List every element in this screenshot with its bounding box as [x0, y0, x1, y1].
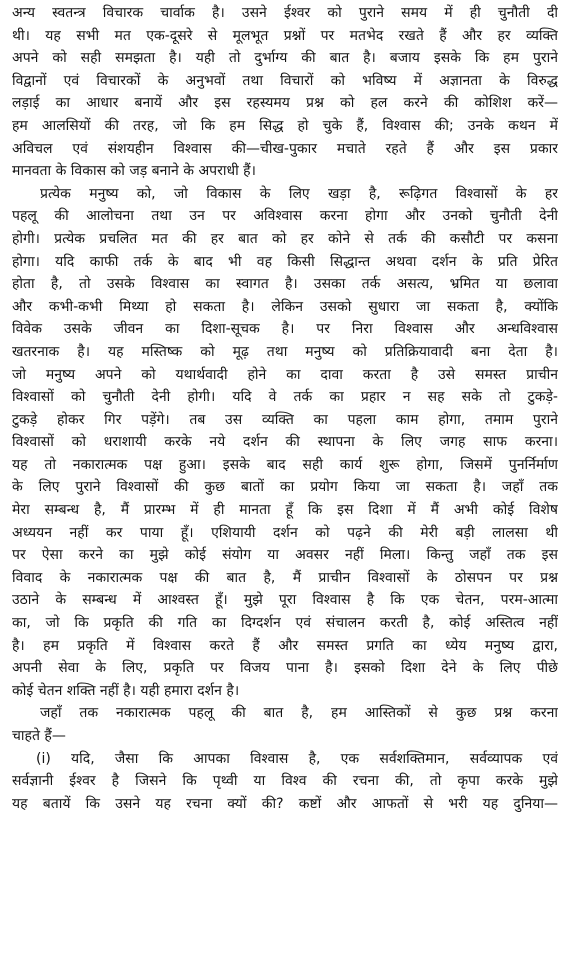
text-line: विश्वासों को चुनौती देनी होगी। यदि वे तर्क का प्रहार न सह सके तो टुकड़े- [12, 389, 558, 406]
text-line: होगा। यदि काफी तर्क के बाद भी वह किसी सिद्धान्त अथवा दर्शन के प्रति प्रेरित [12, 253, 558, 270]
text-line: मानवता के विकास को जड़ बनाने के अपराधी हैं। [12, 163, 256, 180]
page-text [12, 2, 558, 815]
text-line: विश्वासों को धराशायी करके नये दर्शन की स्थापना के लिए जगह साफ करना। [12, 434, 558, 451]
text-line: विवेक उसके जीवन का दिशा-सूचक है। पर निरा विश्वास और अन्धविश्वास [12, 321, 558, 338]
text-line: का, जो कि प्रकृति की गति का दिग्दर्शन एवं संचालन करती है, कोई अस्तित्व नहीं [12, 615, 558, 632]
text-line: अन्य स्वतन्त्र विचारक चार्वाक है। उसने ईश्वर को पुराने समय में ही चुनौती दी [12, 5, 558, 21]
text-line: पहलू की आलोचना तथा उन पर अविश्वास करना होगा और उनको चुनौती देनी [12, 208, 558, 225]
text-line: के लिए पुराने विश्वासों की कुछ बातों का प्रयोग किया जा सकता है। जहाँ तक [12, 479, 558, 496]
text-line: कोई चेतन शक्ति नहीं है। यही हमारा दर्शन है। [12, 682, 240, 699]
text-line: मेरा सम्बन्ध है, मैं प्रारम्भ में ही मानता हूँ कि इस दिशा में मैं अभी कोई विशेष [12, 502, 558, 519]
text-line: विद्वानों एवं विचारकों के अनुभवों तथा विचारों को भविष्य में अज्ञानता के विरुद्ध [12, 72, 558, 89]
text-line: थी। यह सभी मत एक-दूसरे से मूलभूत प्रश्नों पर मतभेद रखते हैं और हर व्यक्ति [12, 27, 558, 44]
text-line: जहाँ तक नकारात्मक पहलू की बात है, हम आस्तिकों से कुछ प्रश्न करना [40, 705, 558, 722]
text-line: सर्वज्ञानी ईश्वर है जिसने कि पृथ्वी या विश्व की रचना की, तो कृपा करके मुझे [12, 773, 558, 790]
text-line: चाहते हैं— [12, 728, 66, 744]
text-line: यह बतायें कि उसने यह रचना क्यों की? कष्टों और आफतों से भरी यह दुनिया— [12, 795, 558, 812]
text-line: विवाद के नकारात्मक पक्ष की बात है, मैं प्राचीन विश्वासों के ठोसपन पर प्रश्न [12, 569, 558, 586]
text-line: हम आलसियों की तरह, जो कि हम सिद्ध हो चुके हैं, विश्वास की; उनके कथन में [12, 117, 558, 134]
text-line: अपनी सेवा के लिए, प्रकृति पर विजय पाना है। इसको दिशा देने के लिए पीछे [12, 660, 558, 677]
text-line: अविचल एवं संशयहीन विश्वास की—चीख-पुकार मचाते रहते हैं और इस प्रकार [12, 140, 558, 157]
text-line: अध्ययन नहीं कर पाया हूँ। एशियायी दर्शन को पढ़ने की मेरी बड़ी लालसा थी [12, 524, 558, 541]
text-line: प्रत्येक मनुष्य को, जो विकास के लिए खड़ा है, रूढ़िगत विश्वासों के हर [40, 185, 558, 202]
text-line: जो मनुष्य अपने को यथार्थवादी होने का दावा करता है उसे समस्त प्राचीन [12, 366, 558, 383]
text-line: अपने को सही समझता है। यही तो दुर्भाग्य की बात है। बजाय इसके कि हम पुराने [12, 50, 558, 67]
text-line: (i) यदि, जैसा कि आपका विश्वास है, एक सर्वशक्तिमान, सर्वव्यापक एवं [36, 750, 558, 767]
text-line: यह तो नकारात्मक पक्ष हुआ। इसके बाद सही कार्य शुरू होगा, जिसमें पुनर्निर्माण [12, 456, 558, 473]
text-line: उठाने के सम्बन्ध में आश्वस्त हूँ। मुझे पूरा विश्वास है कि एक चेतन, परम-आत्मा [12, 592, 558, 609]
text-line: है। हम प्रकृति में विश्वास करते हैं और समस्त प्रगति का ध्येय मनुष्य द्वारा, [12, 637, 558, 654]
text-line: और कभी-कभी मिथ्या हो सकता है। लेकिन उसको सुधारा जा सकता है, क्योंकि [12, 298, 558, 315]
text-line: टुकड़े होकर गिर पड़ेंगे। तब उस व्यक्ति का पहला काम होगा, तमाम पुराने [12, 411, 558, 428]
text-line: लड़ाई का आधार बनायें और इस रहस्यमय प्रश्न को हल करने की कोशिश करें— [12, 95, 558, 112]
text-line: होगी। प्रत्येक प्रचलित मत की हर बात को हर कोने से तर्क की कसौटी पर कसना [12, 230, 558, 247]
text-line: खतरनाक है। यह मस्तिष्क को मूढ़ तथा मनुष्य को प्रतिक्रियावादी बना देता है। [12, 343, 558, 360]
text-line: पर ऐसा करने का मुझे कोई संयोग या अवसर नहीं मिला। किन्तु जहाँ तक इस [12, 547, 558, 564]
text-line: होता है, तो उसके विश्वास का स्वागत है। उसका तर्क असत्य, भ्रमित या छलावा [12, 276, 558, 293]
